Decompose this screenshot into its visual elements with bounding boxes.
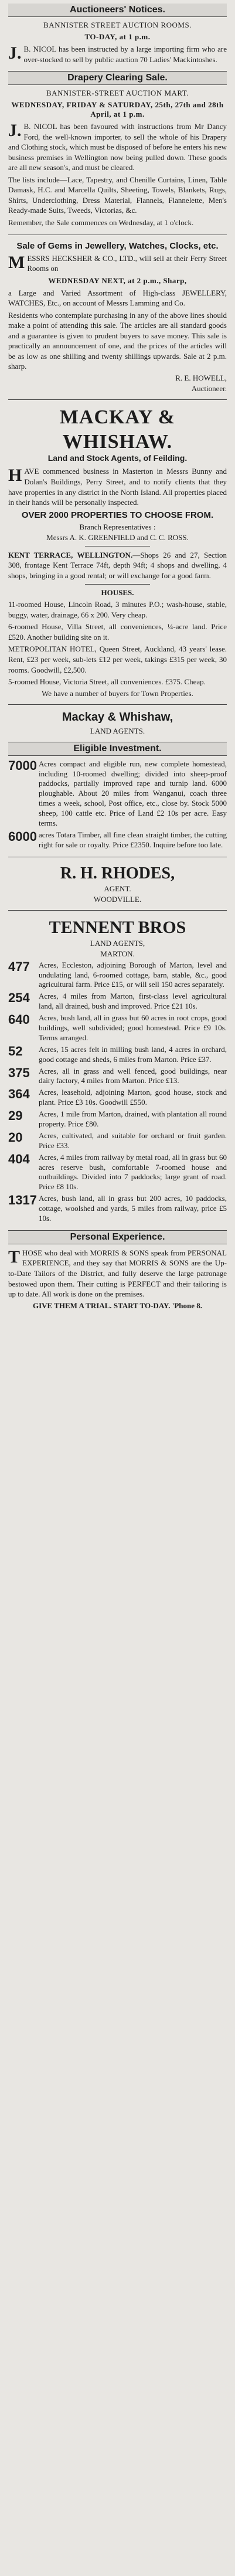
branch-names: Messrs A. K. GREENFIELD and C. C. ROSS. — [46, 532, 189, 542]
ad-body: THOSE who deal with MORRIS & SONS speak from PERSONAL EXPERIENCE, and they say that MORRIS & SONS are the Up-to-Date Tailors of the District, and fully deserve the large patronage bestowed upon them. Their cutting is PERFECT and their tailoring is up to date. All work is done on the premises. — [8, 1247, 227, 1299]
ad-title: R. H. RHODES, — [60, 864, 175, 883]
section-heading: Drapery Clearing Sale. — [8, 72, 227, 85]
listing-acres: 52 — [8, 1043, 23, 1058]
property-listing — [8, 1109, 227, 1129]
listing-title: KENT TERRACE, WELLINGTON. — [8, 550, 133, 559]
ad-title: BANNISTER STREET AUCTION ROOMS. — [43, 21, 192, 29]
listing-acres: 29 — [8, 1108, 23, 1124]
section-heading: Personal Experience. — [8, 1231, 227, 1244]
branch-label: Branch Representatives : — [79, 522, 156, 531]
drapery-sale-ad — [8, 72, 227, 235]
listing-acres: 7000 — [8, 758, 37, 773]
listing-desc: Acres, cultivated, and suitable for orchard or fruit garden. Price £33. — [39, 1131, 227, 1150]
listing-desc: Acres, bush land, all in grass but 60 acres in root crops, good buildings, well subdivided; good homestead. Price £9 10s. Terms arranged. — [39, 1013, 227, 1042]
listing-desc: Acres, Eccleston, adjoining Borough of Marton, level and undulating land, 6-roomed cottage, barn, stable, &c., good agricultural farm. Price £15, or will sell 150 acres separately. — [39, 960, 227, 989]
rhodes-agent — [8, 857, 227, 911]
listing-desc: Acres, 4 miles from railway by metal road, all in grass but 60 acres reserve bush, comfortable 7-roomed house and outbuildings. Divided into 7 paddocks; large grant of road. Price £8 10s. — [39, 1152, 227, 1192]
divider — [85, 584, 151, 585]
property-listing — [8, 992, 227, 1012]
listing-desc: Acres, 4 miles from Marton, first-class level agricultural land, all drained, bush and improved. Price £21 10s. — [39, 992, 227, 1011]
personal-experience-ad — [8, 1231, 227, 1316]
listing-desc: —Shops 26 and 27, Section 308, frontage Kent Terrace 74ft, depth 94ft; 4 shops and dwelling, 4 shops, bringing in a good rental; or will exchange for a good farm. — [8, 550, 227, 580]
listing-acres: 375 — [8, 1065, 30, 1080]
mackay-whishaw-agents — [8, 705, 227, 742]
property-listing — [8, 1153, 227, 1193]
property-listing — [8, 961, 227, 990]
ad-place: WOODVILLE. — [93, 894, 142, 904]
ad-body: J.B. NICOL has been instructed by a large importing firm who are over-stocked to sell by public auction 70 Ladies' Mackintoshes. — [8, 43, 227, 64]
property-listing — [8, 1131, 227, 1151]
listing-desc: Acres, leasehold, adjoining Marton, good house, stock and plant. Price £3 10s. Goodwill £550. — [39, 1088, 227, 1107]
ad-title-line1: MACKAY & — [59, 406, 176, 429]
listing-acres: 364 — [8, 1087, 30, 1102]
property-listing — [8, 1045, 227, 1065]
ad-body-note: Residents who contemplate purchasing in any of the above lines should make a point of attending this sale. The articles are all standard goods and a guarantee is given to prudent buyers to save money. This sale is practically an announcement of one, and the prices of the articles will be as low as one shilling and twenty shillings upwards. Sale at 2 p.m. sharp. — [8, 310, 227, 371]
listing-desc: acres Totara Timber, all fine clean straight timber, the cutting right for sale or royalty. Price £2350. Inquire before too late. — [39, 830, 227, 849]
ad-body-note: Remember, the Sale commences on Wednesday, at 1 o'clock. — [8, 218, 194, 228]
ad-role: LAND AGENTS. — [90, 726, 145, 735]
property-listing — [8, 1088, 227, 1108]
section-heading: Auctioneers' Notices. — [8, 4, 227, 17]
hotel-listing: METROPOLITAN HOTEL, Queen Street, Auckland, 43 years' lease. Rent, £23 per week, sub-lets £12 per week, takings £315 per week, 30 rooms. Goodwill, £2,500. — [8, 644, 227, 674]
listing-acres: 640 — [8, 1012, 30, 1027]
auctioneers-notice — [8, 4, 227, 72]
ad-title-line2: WHISHAW. — [62, 430, 173, 453]
ad-body: HAVE commenced business in Masterton in Messrs Bunny and Dolan's Buildings, Perry Street, and to notify clients that they have properties in any district in the North Island. All properties placed in their hands will be personally inspected. — [8, 466, 227, 507]
mackay-whishaw-ad — [8, 400, 227, 705]
sale-date: TO-DAY, at 1 p.m. — [84, 32, 151, 41]
ad-footer: GIVE THEM A TRIAL. START TO-DAY. 'Phone 8. — [32, 1301, 202, 1310]
ad-role: AGENT. — [104, 884, 131, 893]
ad-title: BANNISTER-STREET AUCTION MART. — [46, 89, 189, 98]
ad-body-goods: a Large and Varied Assortment of High-class JEWELLERY, WATCHES, Etc., on account of Messrs Lamming and Co. — [8, 288, 227, 308]
ad-title: Sale of Gems in Jewellery, Watches, Clocks, etc. — [16, 240, 219, 251]
listing-acres: 1317 — [8, 1193, 37, 1208]
eligible-investment-ad — [8, 742, 227, 857]
ad-footer: We have a number of buyers for Town Properties. — [42, 688, 193, 698]
listing-desc: Acres, bush land, all in grass but 200 acres, 10 paddocks, cottage, woolshed and yards, 5 miles from railway, price £5 10s. — [39, 1194, 227, 1223]
ad-place: MARTON. — [100, 949, 135, 958]
houses-label: HOUSES. — [101, 588, 134, 598]
property-listing — [8, 830, 227, 850]
house-listing: 6-roomed House, Villa Street, all conveniences, ¼-acre land. Price £520. Another building site on it. — [8, 622, 227, 642]
house-listing: 11-roomed House, Lincoln Road, 3 minutes P.O.; wash-house, stable, buggy, water, drainage, 66 x 200. Very cheap. — [8, 600, 227, 619]
ad-subtitle: Land and Stock Agents, of Feilding. — [47, 453, 188, 463]
signature: R. E. HOWELL, — [175, 374, 227, 383]
ad-role: LAND AGENTS, — [90, 938, 145, 948]
property-listing — [8, 1013, 227, 1043]
property-listing — [8, 1194, 227, 1224]
listing-desc: Acres, 1 mile from Marton, drained, with plantation all round property. Price £80. — [39, 1109, 227, 1128]
sale-date: WEDNESDAY NEXT, at 2 p.m., Sharp, — [48, 276, 187, 285]
properties-count: OVER 2000 PROPERTIES TO CHOOSE FROM. — [21, 510, 214, 520]
divider — [85, 546, 151, 547]
listing-desc: Acres compact and eligible run, new complete homestead, including 10-roomed dwelling; divided into sheep-proof paddocks, partially improved rape and turnip land. 6000 ploughable. About 20 miles from Wanganui, coach three times a week, school, Post office, etc., close by. Stock 5000 sheep, 100 cattle etc. Price of Land £2 10s per acre. Easy terms. — [39, 759, 227, 827]
listing-desc: Acres, 15 acres felt in milling bush land, 4 acres in orchard, good cottage and sheds, 6 miles from Marton. Price £37. — [39, 1044, 227, 1064]
ad-body: J.B. NICOL has been favoured with instructions from Mr Dancy Ford, the well-known importer, to sell the whole of his Drapery and Clothing stock, which must be disposed of before he enters his new business premises in Wellington now being pulled down. These goods are all new season's, and must be cleared. — [8, 121, 227, 172]
listing-acres: 477 — [8, 959, 30, 974]
listing-acres: 404 — [8, 1151, 30, 1166]
ad-title: TENNENT BROS — [49, 917, 186, 937]
ad-body-list: The lists include—Lace, Tapestry, and Chenille Curtains, Linen, Table Damask, H.C. and Marcella Quilts, Sheeting, Towels, Blankets, Rugs, Shirts, Underclothing, Dress Material, Flannels, Flannelette, Men's Ready-made Suits, Tweeds, Victorias, &c. — [8, 175, 227, 215]
property-listing — [8, 759, 227, 829]
listing-desc: Acres, all in grass and well fenced, good buildings, near dairy factory, 4 miles from Marton. Price £13. — [39, 1066, 227, 1085]
property-listing — [8, 1067, 227, 1087]
gems-sale-ad — [8, 235, 227, 400]
listing-acres: 20 — [8, 1129, 23, 1145]
ad-body: MESSRS HECKSHER & CO., LTD., will sell at their Ferry Street Rooms on — [8, 252, 227, 273]
house-listing: 5-roomed House, Victoria Street, all conveniences. £375. Cheap. — [8, 677, 206, 687]
sale-date: WEDNESDAY, FRIDAY & SATURDAY, 25th, 27th and 28th April, at 1 p.m. — [11, 100, 224, 119]
signature-role: Auctioneer. — [191, 384, 227, 393]
listing-acres: 254 — [8, 990, 30, 1006]
tennent-bros-ad — [8, 911, 227, 1231]
section-heading: Eligible Investment. — [8, 742, 227, 756]
listing-acres: 6000 — [8, 829, 37, 844]
ad-title: Mackay & Whishaw, — [62, 710, 173, 724]
